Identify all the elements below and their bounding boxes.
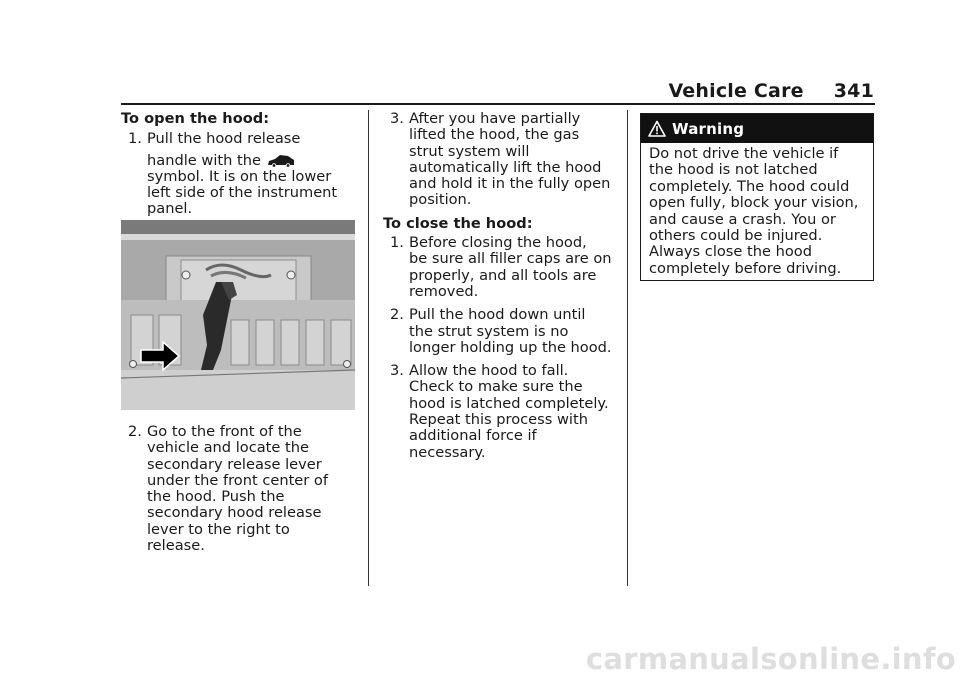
- close-hood-heading: To close the hood:: [383, 214, 533, 232]
- column-1: [121, 111, 361, 225]
- column-divider-2: [627, 110, 628, 586]
- close-step-2: 2. Pull the hood down until the strut system is no longer holding up the hood.: [390, 306, 612, 356]
- car-hood-open-icon: [266, 153, 296, 168]
- column-1-lower: [121, 424, 361, 561]
- open-step-3: 3. After you have partially lifted the hood, the gas strut system will automatically lift the hood and hold it in the fully open position.: [390, 110, 611, 209]
- section-title: Vehicle Care: [668, 80, 804, 102]
- warning-title: Warning: [672, 119, 745, 138]
- column-divider-1: [368, 110, 369, 586]
- close-step-3: 3. Allow the hood to fall. Check to make sure the hood is latched completely. Repeat this process with additional force if necessary.: [390, 362, 609, 461]
- warning-text: Do not drive the vehicle if the hood is not latched completely. The hood could open fully, block your vision, and cause a crash. You or others could be injured. Always close the hood completely before driving.: [649, 145, 859, 277]
- footer-watermark: [0, 640, 960, 678]
- hood-release-lever-photo: [121, 220, 355, 410]
- watermark-text: carmanualsonline.info: [585, 642, 956, 676]
- step-number: 1.: [128, 130, 142, 148]
- step-number: 2.: [128, 423, 142, 440]
- warning-header: [641, 114, 873, 143]
- close-step-1: 1. Before closing the hood, be sure all filler caps are on properly, and all tools are removed.: [390, 234, 612, 300]
- open-step-1: 1. Pull the hood release handle with the symbol. It is on the lower left side of the instrument panel.: [128, 130, 338, 218]
- warning-triangle-icon: [648, 120, 666, 138]
- step-number: 2.: [390, 306, 404, 324]
- step-number: 1.: [390, 234, 404, 252]
- warning-box: [640, 113, 874, 281]
- open-step-2: 2. Go to the front of the vehicle and locate the secondary release lever under the front center of the hood. Push the secondary hood release lever to the right to release.: [128, 423, 328, 555]
- step-number: 3.: [390, 362, 404, 380]
- open-hood-heading: To open the hood:: [121, 110, 270, 127]
- step-number: 3.: [390, 110, 404, 127]
- column-2: [383, 111, 623, 468]
- page-number: 341: [833, 80, 874, 102]
- header-rule: [121, 103, 875, 105]
